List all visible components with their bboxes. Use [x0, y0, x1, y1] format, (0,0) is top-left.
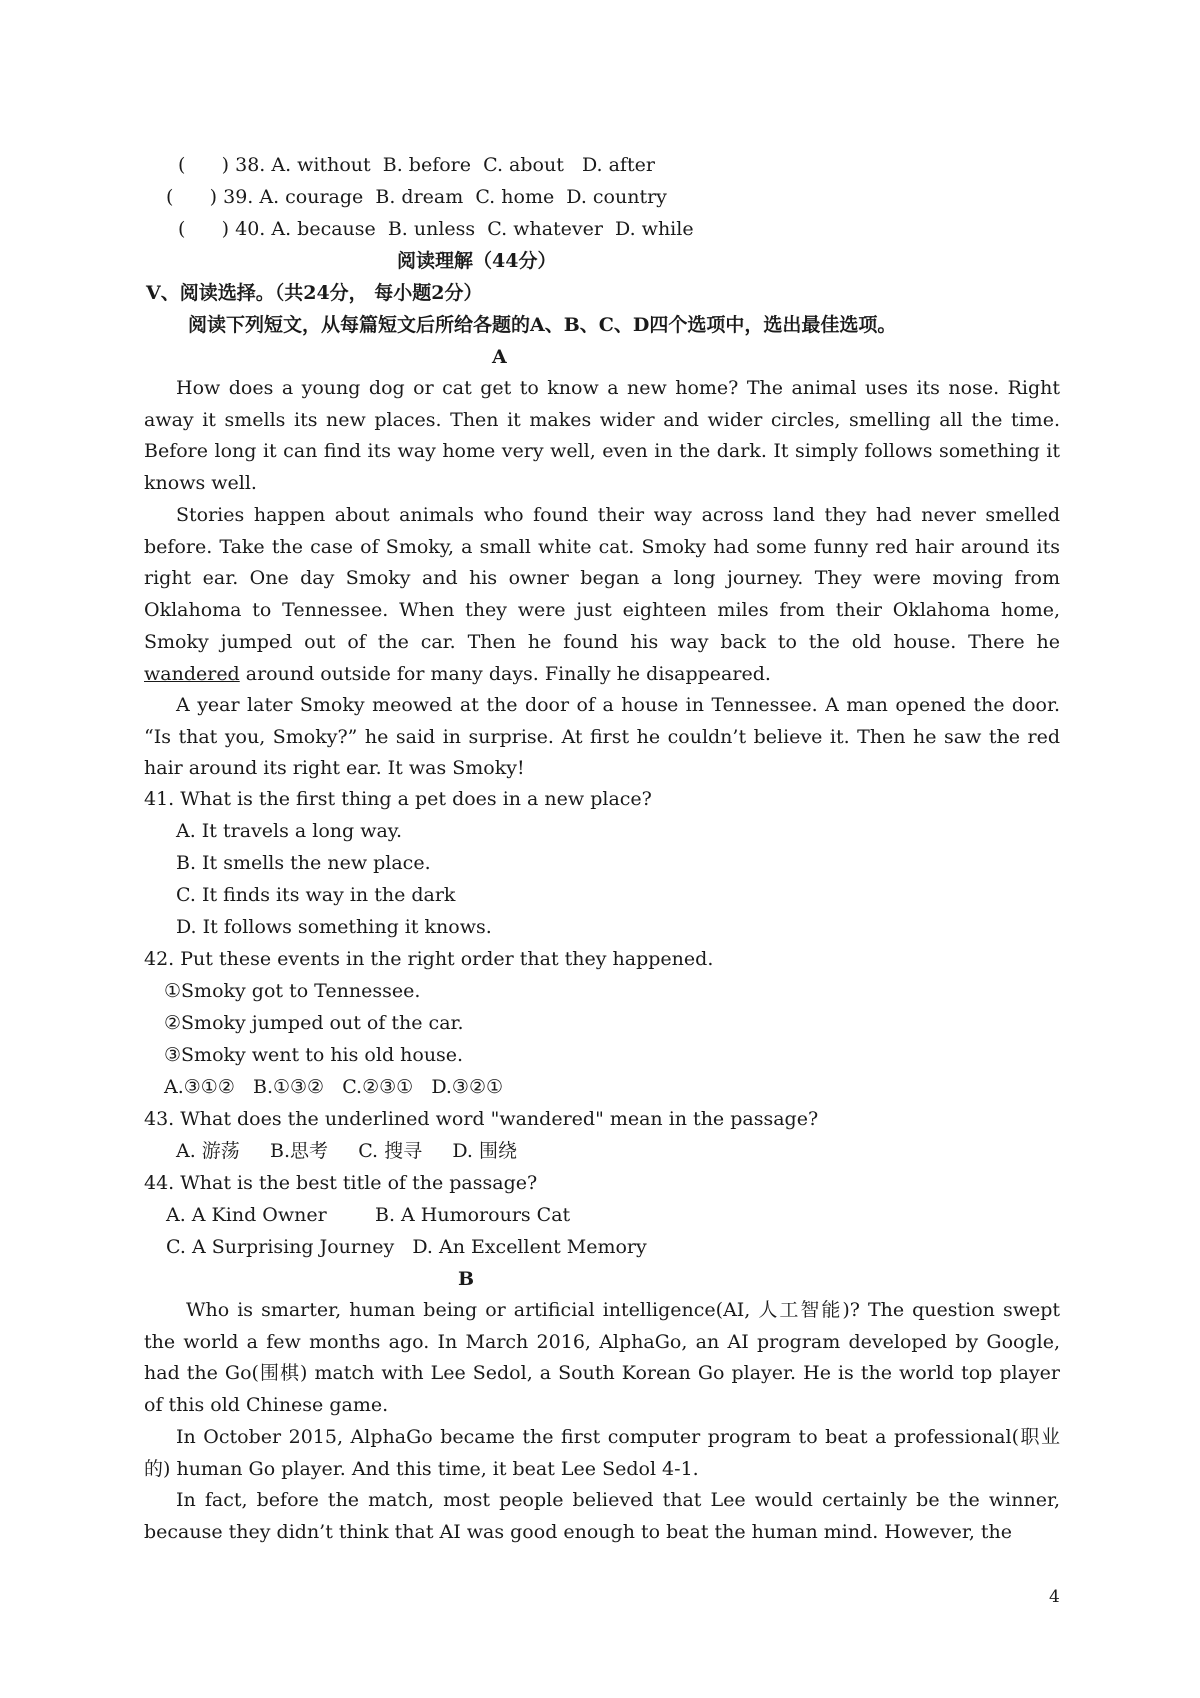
question-41: 41. What is the first thing a pet does in a new place? [144, 788, 652, 810]
passage-b-paragraph-2: In October 2015, AlphaGo became the first computer program to beat a professional(职业的) human Go player. And this time, it beat Lee Sedol 4-1. [144, 1426, 1060, 1480]
option-41-b: B. It smells the new place. [176, 852, 431, 874]
cloze-option-39: ( ) 39. A. courage B. dream C. home D. country [166, 186, 667, 208]
event-2: ②Smoky jumped out of the car. [164, 1012, 464, 1034]
passage-a-paragraph-1: How does a young dog or cat get to know a new home? The animal uses its nose. Right away it smells its new places. Then it makes wider and wider circles, smelling all the time. Before long it can find its way home very well, even in the dark. It simply follows something it knows well. [144, 377, 1060, 495]
options-44-row-2: C. A Surprising Journey D. An Excellent Memory [166, 1236, 647, 1258]
cloze-option-38: ( ) 38. A. without B. before C. about D. after [178, 154, 655, 176]
passage-a-paragraph-2: Stories happen about animals who found their way across land they had never smelled before. Take the case of Smoky, a small white cat. Smoky had some funny red hair around its right ear. One day Smoky and his owner began a long journey. They were moving from Oklahoma to Tennessee. When they were just eighteen miles from their Oklahoma home, Smoky jumped out of the car. Then he found his way back to the old house. There he wandered around outside for many days. Finally he disappeared. [144, 504, 1060, 685]
option-41-a: A. It travels a long way. [176, 820, 403, 842]
option-41-d: D. It follows something it knows. [176, 916, 492, 938]
passage-a-label: A [492, 346, 507, 368]
options-44-row-1: A. A Kind Owner B. A Humorours Cat [166, 1204, 571, 1226]
event-3: ③Smoky went to his old house. [164, 1044, 464, 1066]
page-number: 4 [1049, 1587, 1060, 1607]
section-title: 阅读理解（44分） [397, 250, 557, 272]
passage-b-paragraph-3: In fact, before the match, most people believed that Lee would certainly be the winner, because they didn’t think that AI was good enough to beat the human mind. However, the [144, 1489, 1060, 1543]
instructions: 阅读下列短文，从每篇短文后所给各题的A、B、C、D四个选项中，选出最佳选项。 [188, 314, 897, 336]
answer-blank: ( ) [178, 154, 230, 176]
cloze-option-40: ( ) 40. A. because B. unless C. whatever D. while [178, 218, 694, 240]
part-heading: Ⅴ、阅读选择。（共24分， 每小题2分） [146, 282, 483, 304]
question-44: 44. What is the best title of the passage? [144, 1172, 538, 1194]
options-42: A.③①② B.①③② C.②③① D.③②① [164, 1076, 504, 1098]
question-42: 42. Put these events in the right order that they happened. [144, 948, 714, 970]
passage-b-label: B [458, 1268, 475, 1290]
option-41-c: C. It finds its way in the dark [176, 884, 456, 906]
event-1: ①Smoky got to Tennessee. [164, 980, 421, 1002]
passage-a-paragraph-3: A year later Smoky meowed at the door of a house in Tennessee. A man opened the door. “Is that you, Smoky?” he said in surprise. At first he couldn’t believe it. Then he saw the red hair around its right ear. It was Smoky! [144, 694, 1060, 780]
options-43: A. 游荡 B.思考 C. 搜寻 D. 围绕 [176, 1140, 517, 1162]
passage-b-paragraph-1: Who is smarter, human being or artificial intelligence(AI, 人工智能)? The question swept the world a few months ago. In March 2016, AlphaGo, an AI program developed by Google, had the Go(围棋) match with Lee Sedol, a South Korean Go player. He is the world top player of this old Chinese game. [144, 1299, 1060, 1417]
answer-blank: ( ) [178, 218, 230, 240]
answer-blank: ( ) [166, 186, 218, 208]
question-43: 43. What does the underlined word "wandered" mean in the passage? [144, 1108, 819, 1130]
underlined-word: wandered [144, 662, 240, 685]
